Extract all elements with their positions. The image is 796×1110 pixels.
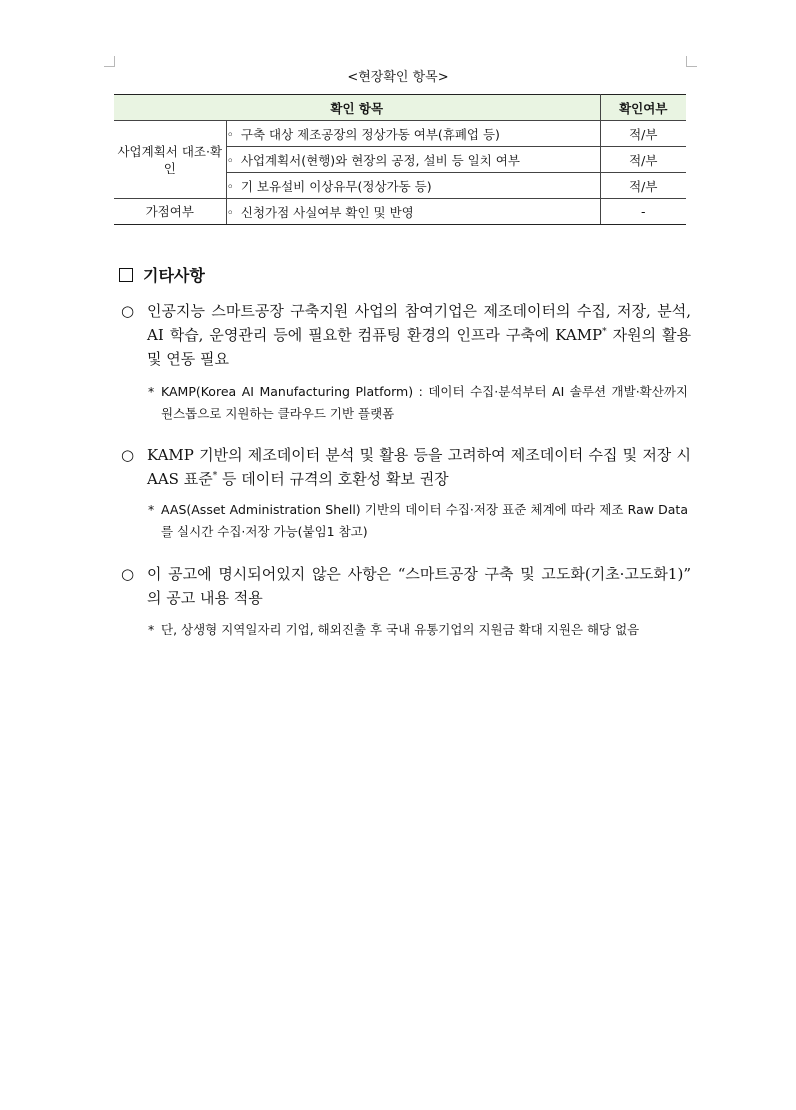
section-title: 기타사항 — [143, 266, 205, 285]
circle-bullet-icon: ○ — [121, 446, 135, 464]
bullet-icon: ◦ — [226, 178, 234, 194]
bullet-icon: ◦ — [226, 152, 234, 168]
footnote — [148, 381, 688, 425]
circle-bullet-icon: ○ — [121, 302, 135, 320]
paragraph-text: KAMP 기반의 제조데이터 분석 및 활용 등을 고려하여 제조데이터 수집 및 저장 시 AAS 표준* 등 데이터 규격의 호환성 확보 권장 — [147, 446, 691, 488]
table-row — [114, 199, 686, 225]
item-cell: ◦ 구축 대상 제조공장의 정상가동 여부(휴폐업 등) — [226, 121, 600, 147]
checkbox-square-icon — [119, 268, 133, 282]
table-header-row — [114, 95, 686, 121]
asterisk-icon: * — [148, 384, 155, 399]
table-caption: <현장확인 항목> — [347, 70, 449, 85]
footnote-text: KAMP(Korea AI Manufacturing Platform) : 데이터 수집·분석부터 AI 솔루션 개발·확산까지 원스톱으로 지원하는 클라우드 기반 플랫폼 — [161, 384, 688, 421]
paragraph-item — [121, 562, 691, 610]
item-cell: ◦ 신청가점 사실여부 확인 및 반영 — [226, 199, 600, 225]
paragraph-item — [121, 299, 691, 371]
category-cell: 가점여부 — [114, 199, 226, 225]
asterisk-icon: * — [148, 622, 155, 637]
bullet-icon: ◦ — [226, 126, 234, 142]
circle-bullet-icon: ○ — [121, 565, 135, 583]
header-result: 확인여부 — [600, 95, 686, 121]
result-cell: - — [600, 199, 686, 225]
result-cell: 적/부 — [600, 147, 686, 173]
result-cell: 적/부 — [600, 173, 686, 199]
result-cell: 적/부 — [600, 121, 686, 147]
asterisk-icon: * — [148, 502, 155, 517]
site-check-table — [114, 94, 686, 225]
footnote-text: 단, 상생형 지역일자리 기업, 해외진출 후 국내 유통기업의 지원금 확대 지원은 해당 없음 — [161, 622, 640, 637]
item-cell: ◦ 기 보유설비 이상유무(정상가동 등) — [226, 173, 600, 199]
bullet-icon: ◦ — [226, 204, 234, 220]
paragraph-text: 이 공고에 명시되어있지 않은 사항은 “스마트공장 구축 및 고도화(기초·고도화1)” 의 공고 내용 적용 — [147, 565, 691, 607]
footnote — [148, 619, 688, 641]
footnote — [148, 499, 688, 543]
header-item: 확인 항목 — [114, 95, 600, 121]
footnote-text: AAS(Asset Administration Shell) 기반의 데이터 수집·저장 표준 체계에 따라 제조 Raw Data를 실시간 수집·저장 가능(붙임1 참고) — [161, 502, 688, 539]
paragraph-item — [121, 443, 691, 491]
table-row — [114, 121, 686, 147]
paragraph-text: 인공지능 스마트공장 구축지원 사업의 참여기업은 제조데이터의 수집, 저장, 분석, AI 학습, 운영관리 등에 필요한 컴퓨팅 환경의 인프라 구축에 KAMP* 자원의 활용 및 연동 필요 — [147, 302, 691, 368]
category-cell: 사업계획서 대조·확인 — [114, 121, 226, 199]
item-cell: ◦ 사업계획서(현행)와 현장의 공정, 설비 등 일치 여부 — [226, 147, 600, 173]
section-heading — [119, 263, 205, 286]
